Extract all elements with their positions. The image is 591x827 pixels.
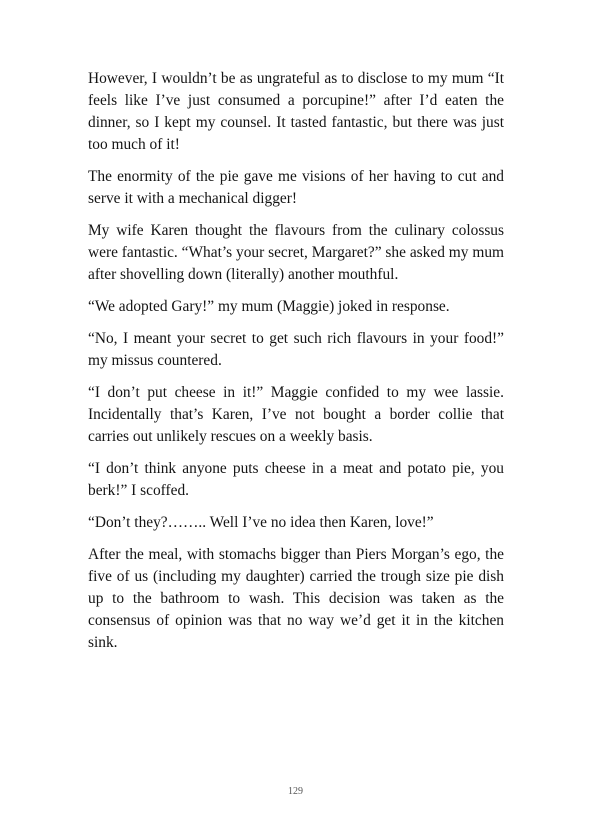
paragraph-mechanical-digger: The enormity of the pie gave me visions of her having to cut and serve it with a mechanical digger! [88,168,504,207]
paragraph-pie-dish: After the meal, with stomachs bigger than Piers Morgan’s ego, the five of us (including my daughter) carried the trough size pie dish up to the bathroom to wash. This decision was taken as the consensus of opinion was that no way we’d get it in the kitchen sink. [88,546,504,651]
paragraph-rich-flavours: “No, I meant your secret to get such rich flavours in your food!” my missus countered. [88,330,504,369]
page-number: 129 [288,786,303,797]
body-text [88,68,504,664]
paragraph-adopted-gary: “We adopted Gary!” my mum (Maggie) joked in response. [88,298,450,315]
paragraph-porcupine: However, I wouldn’t be as ungrateful as to disclose to my mum “It feels like I’ve just consumed a porcupine!” after I’d eaten the dinner, so I kept my counsel. It tasted fantastic, but there was just too much of it! [88,70,504,153]
paragraph-cheese-confided: “I don’t put cheese in it!” Maggie confided to my wee lassie. Incidentally that’s Karen, I’ve not bought a border collie that carries out unlikely rescues on a weekly basis. [88,384,504,445]
paragraph-karen-flavours: My wife Karen thought the flavours from the culinary colossus were fantastic. “What’s your secret, Margaret?” she asked my mum after shovelling down (literally) another mouthful. [88,222,504,283]
paragraph-no-idea: “Don’t they?…….. Well I’ve no idea then Karen, love!” [88,514,434,531]
paragraph-cheese-scoffed: “I don’t think anyone puts cheese in a meat and potato pie, you berk!” I scoffed. [88,460,504,499]
